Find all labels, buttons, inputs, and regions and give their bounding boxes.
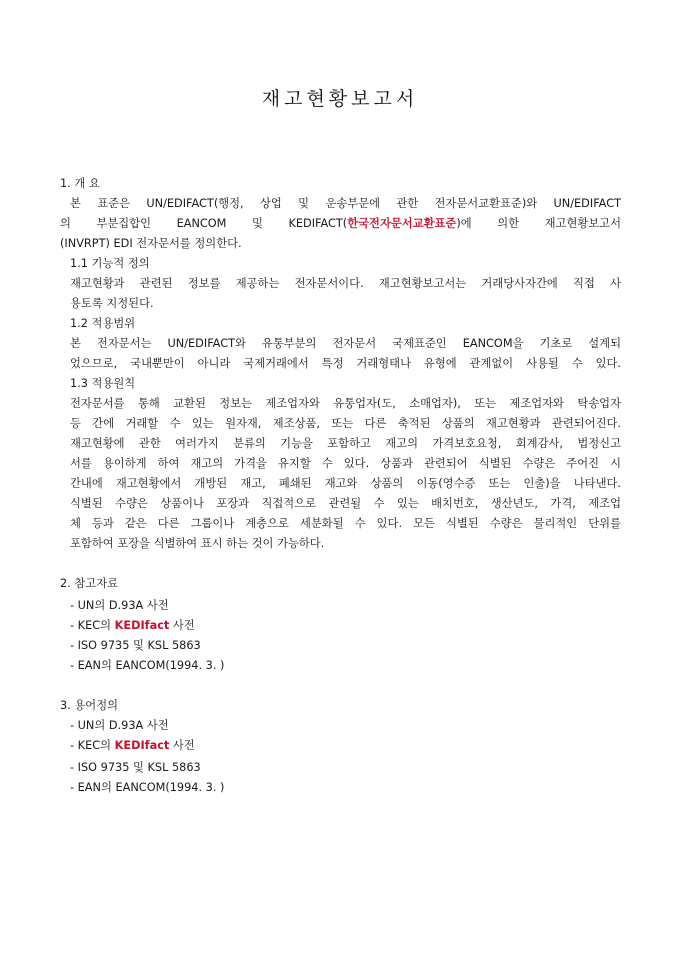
document-title: 재고현황보고서 — [261, 88, 419, 110]
s13-line-5: 간내에 재고현황에서 개방된 재고, 폐쇄된 재고와 상품의 이동(영수증 또는 인출)을 나타낸다. — [70, 477, 621, 490]
reference-item-text: - UN의 D.93A 사전 — [70, 599, 169, 612]
s13-line-6: 식별된 수량은 상품이나 포장과 직접적으로 관련될 수 있는 배치번호, 생산년도, 가격, 제조업 — [70, 497, 621, 510]
definition-item — [70, 780, 224, 796]
s13-line-1: 전자문서를 통해 교환된 정보는 제조업자와 유통업자(도, 소매업자), 또는 제조업자와 탁송업자 — [70, 397, 621, 410]
s13-line-8: 포함하여 포장을 식별하여 표시 하는 것이 가능하다. — [70, 537, 325, 550]
definition-item — [70, 718, 169, 734]
definition-item-text: - KEC의 — [70, 739, 115, 752]
s11-line-2: 용토록 지정된다. — [70, 297, 154, 310]
reference-item — [70, 598, 169, 614]
definition-item — [70, 760, 201, 776]
intro-line-3: (INVRPT) EDI 전자문서를 정의한다. — [60, 237, 242, 250]
reference-item — [70, 618, 195, 634]
reference-item — [70, 658, 224, 674]
s13-line-2: 등 간에 거래할 수 있는 원자재, 제조상품, 또는 다른 축적된 상품의 재고현황과 관련되어진다. — [70, 417, 621, 430]
section-1-heading: 1. 개 요 — [60, 177, 100, 190]
definition-item-text: - ISO 9735 및 KSL 5863 — [70, 761, 201, 774]
intro-line-2 — [60, 216, 621, 232]
subsection-1-2-heading: 1.2 적용범위 — [70, 317, 136, 330]
s12-line-2: 었으므로, 국내뿐만이 아니라 국제거래에서 특정 거래형태나 유형에 관계없이 사용될 수 있다. — [70, 357, 621, 370]
s13-line-4: 서를 용이하게 하여 재고의 가격을 유지할 수 있다. 상품과 관련되어 식별된 수량은 주어진 시 — [70, 457, 621, 470]
kedifact-highlight: KEDIfact — [114, 619, 170, 632]
reference-item-text: - ISO 9735 및 KSL 5863 — [70, 639, 201, 652]
definition-item-suffix: 사전 — [169, 739, 195, 752]
subsection-1-3-heading: 1.3 적용원칙 — [70, 377, 136, 390]
intro-line-1: 본 표준은 UN/EDIFACT(행정, 상업 및 운송부문에 관한 전자문서교환표준)와 UN/EDIFACT — [70, 197, 621, 210]
reference-item-text: - KEC의 — [70, 619, 115, 632]
s11-line-1: 재고현황과 관련된 정보를 제공하는 전자문서이다. 재고현황보고서는 거래당사자간에 직접 사 — [70, 277, 621, 290]
definition-item — [70, 738, 195, 754]
subsection-1-1-heading: 1.1 기능적 정의 — [70, 257, 150, 270]
s13-line-3: 재고현황에 관한 여러가지 분류의 기능을 포함하고 재고의 가격보호요청, 회계감사, 법정신고 — [70, 437, 621, 450]
reference-item-text: - EAN의 EANCOM(1994. 3. ) — [70, 659, 225, 672]
section-3-heading: 3. 용어정의 — [60, 699, 119, 712]
intro-line-2-a: 의 부분집합인 EANCOM 및 KEDIFACT( — [60, 217, 348, 230]
kedifact-highlight: KEDIfact — [114, 739, 170, 752]
intro-line-2-b: )에 의한 재고현황보고서 — [456, 217, 622, 230]
s12-line-1: 본 전자문서는 UN/EDIFACT와 유통부분의 전자문서 국제표준인 EANCOM을 기초로 설계되 — [70, 337, 621, 350]
korean-edi-standard: 한국전자문서교환표준 — [347, 217, 457, 230]
reference-item — [70, 638, 201, 654]
definition-item-text: - EAN의 EANCOM(1994. 3. ) — [70, 781, 225, 794]
s13-line-7: 체 등과 같은 다른 그룹이나 계층으로 세분화될 수 있다. 모든 식별된 수량은 물리적인 단위를 — [70, 517, 621, 530]
section-2-heading: 2. 참고자료 — [60, 577, 119, 590]
reference-item-suffix: 사전 — [169, 619, 195, 632]
definition-item-text: - UN의 D.93A 사전 — [70, 719, 169, 732]
